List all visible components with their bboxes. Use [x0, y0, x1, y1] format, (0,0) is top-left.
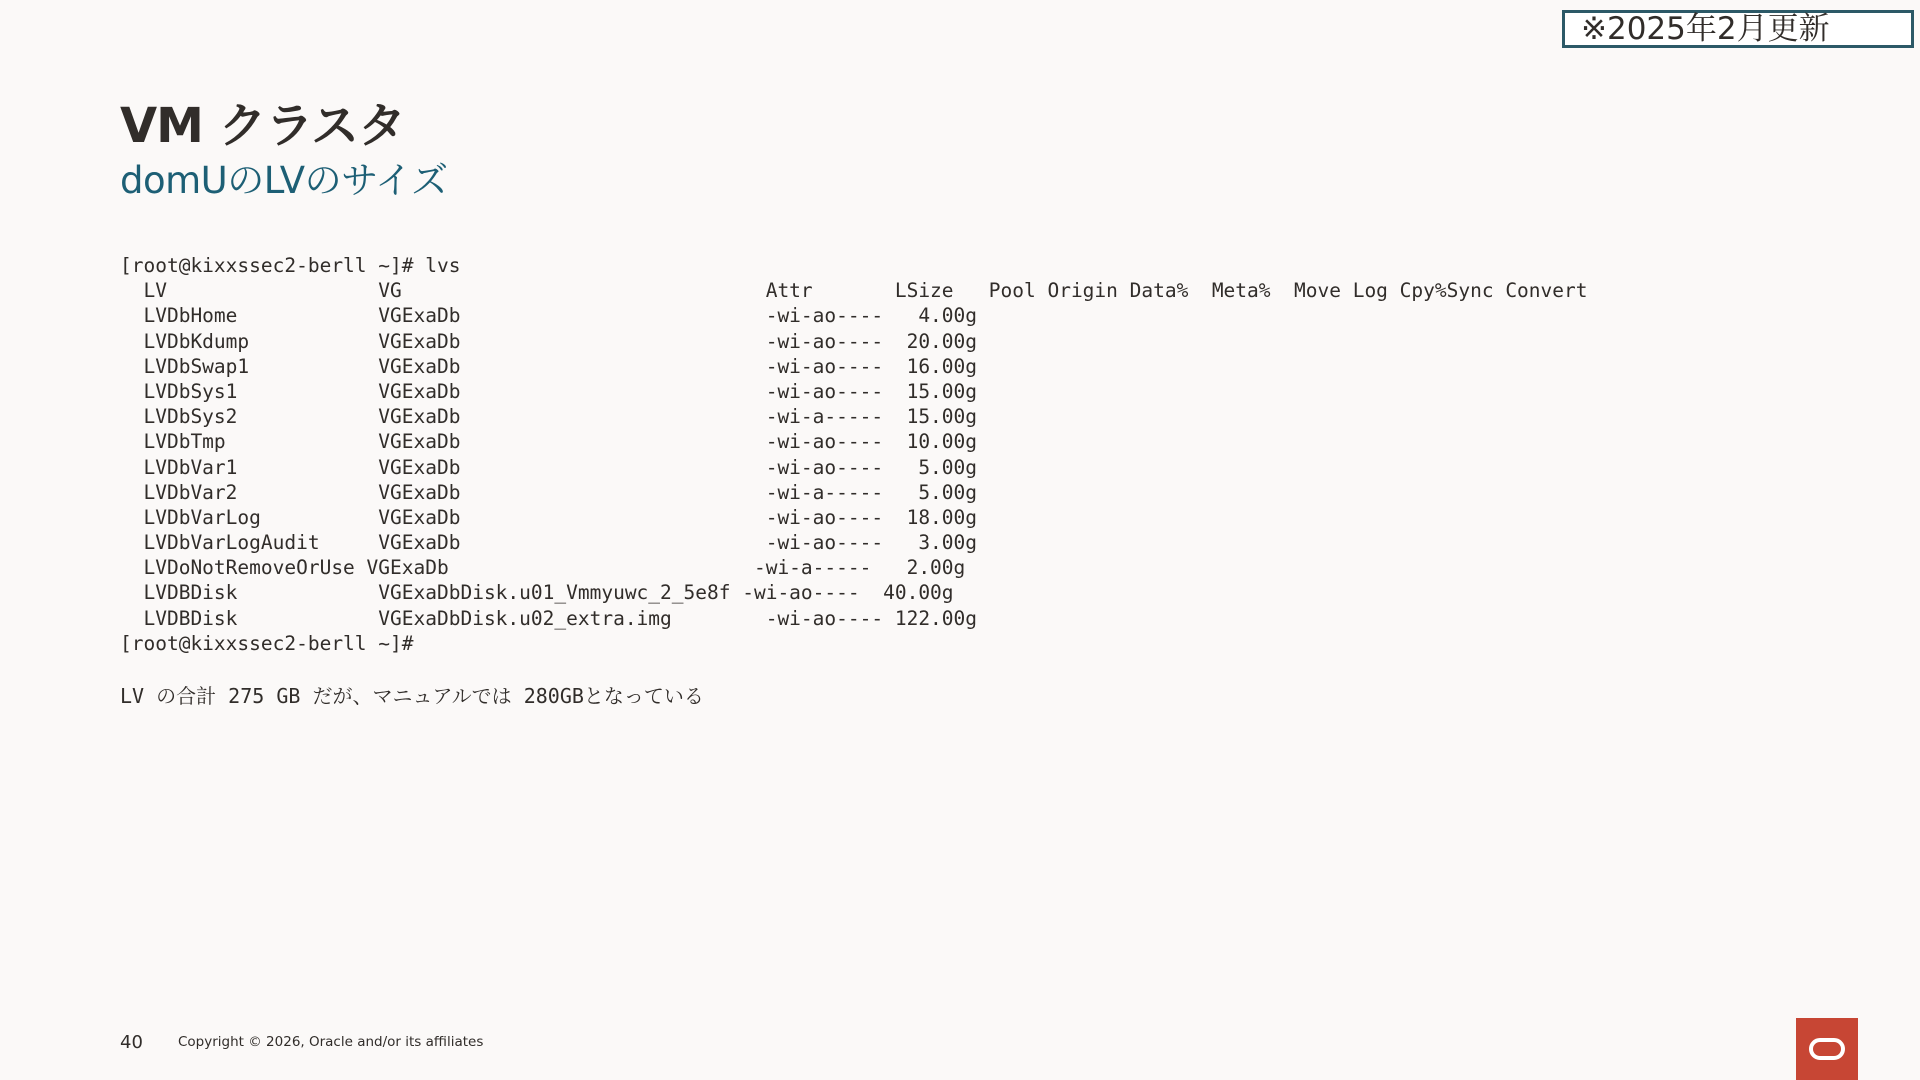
lvs-row: LVDbVarLog VGExaDb -wi-ao---- 18.00g: [120, 505, 978, 529]
lvs-row: LVDbKdump VGExaDb -wi-ao---- 20.00g: [120, 329, 978, 353]
lvs-row: LVDoNotRemoveOrUse VGExaDb -wi-a----- 2.00g: [120, 556, 966, 580]
terminal-prompt-line: [root@kixxssec2-berll ~]#: [120, 631, 414, 655]
page-number: 40: [120, 1032, 143, 1053]
copyright-text: Copyright © 2026, Oracle and/or its affiliates: [178, 1034, 484, 1050]
oracle-ring-icon: [1796, 1018, 1858, 1080]
summary-note: LV の合計 275 GB だが、マニュアルでは 280GBとなっている: [120, 684, 704, 708]
lvs-row: LVDbVar2 VGExaDb -wi-a----- 5.00g: [120, 480, 978, 504]
lvs-header-row: LV VG Attr LSize Pool Origin Data% Meta% Move Log Cpy%Sync Convert: [120, 279, 1588, 303]
page-subtitle: domUのLVのサイズ: [120, 159, 448, 202]
lvs-row: LVDbVarLogAudit VGExaDb -wi-ao---- 3.00g: [120, 531, 978, 555]
oracle-logo-icon: [1796, 1018, 1858, 1080]
lvs-row: LVDbSwap1 VGExaDb -wi-ao---- 16.00g: [120, 354, 978, 378]
lvs-row: LVDbSys1 VGExaDb -wi-ao---- 15.00g: [120, 379, 978, 403]
lvs-row: LVDbHome VGExaDb -wi-ao---- 4.00g: [120, 304, 978, 328]
lvs-row: LVDbSys2 VGExaDb -wi-a----- 15.00g: [120, 405, 978, 429]
lvs-row: LVDbTmp VGExaDb -wi-ao---- 10.00g: [120, 430, 978, 454]
update-note: ※2025年2月更新: [1562, 10, 1914, 48]
lvs-row: LVDbVar1 VGExaDb -wi-ao---- 5.00g: [120, 455, 978, 479]
lvs-row: LVDBDisk VGExaDbDisk.u01_Vmmyuwc_2_5e8f -wi-ao---- 40.00g: [120, 581, 954, 605]
page-title: VM クラスタ: [120, 98, 406, 154]
terminal-command-line: [root@kixxssec2-berll ~]# lvs: [120, 254, 461, 277]
terminal-output: [120, 253, 1588, 656]
lvs-row: LVDBDisk VGExaDbDisk.u02_extra.img -wi-ao---- 122.00g: [120, 606, 978, 630]
